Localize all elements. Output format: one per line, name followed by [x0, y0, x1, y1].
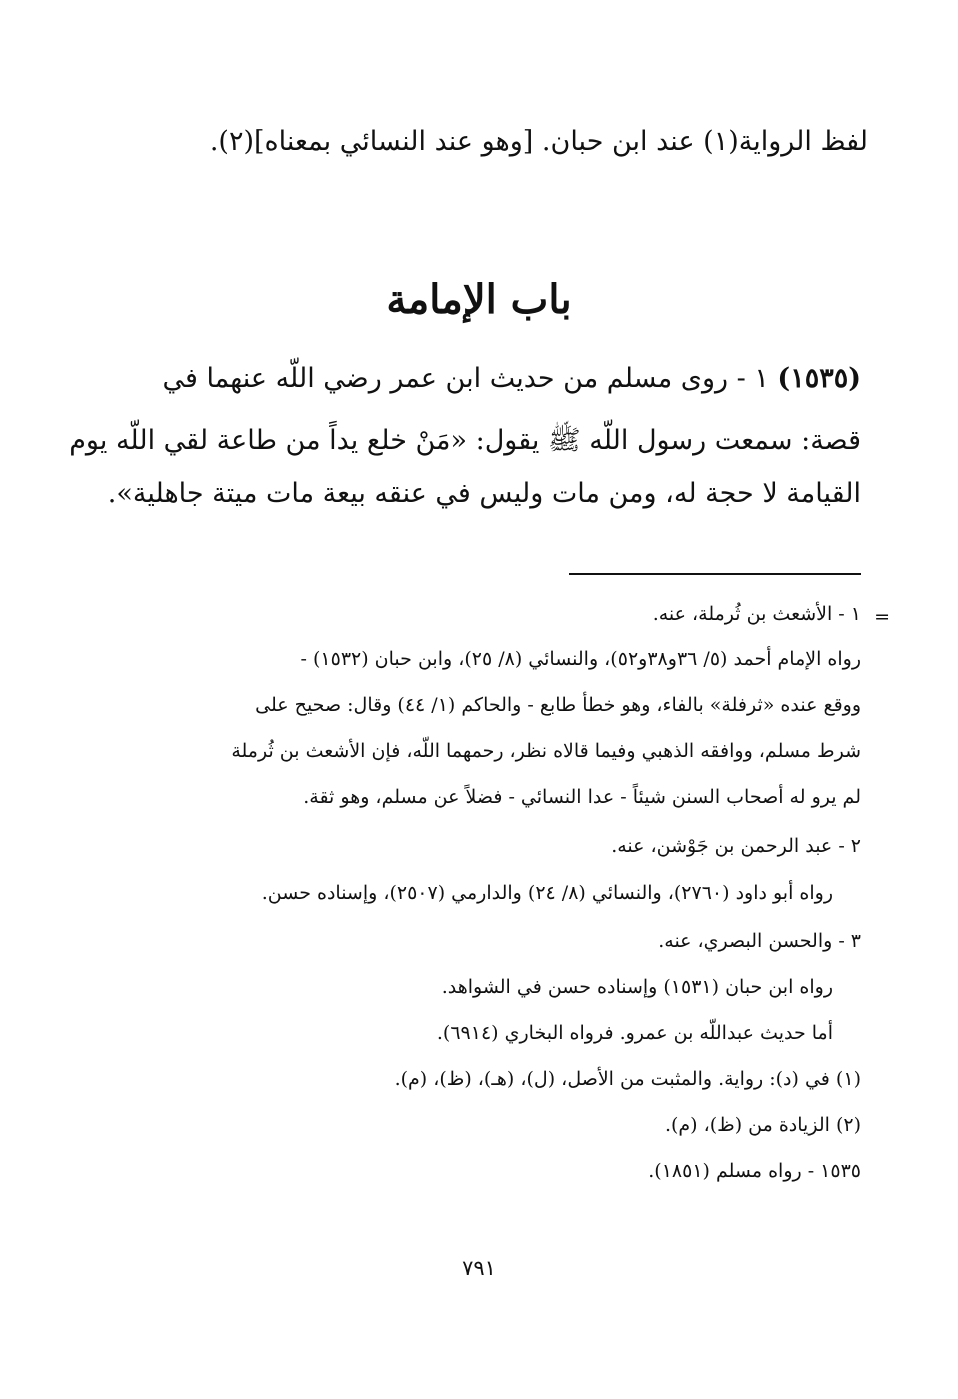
- footnote-separator: [569, 573, 861, 575]
- footnote-line: لم يرو له أصحاب السنن شيئاً - عدا النسائي - فضلاً عن مسلم، وهو ثقة.: [303, 786, 861, 808]
- hadith-line-3: القيامة لا حجة له، ومن مات وليس في عنقه بيعة مات ميتة جاهلية».: [107, 478, 861, 509]
- footnote-line: ووقع عنده «ثرفلة» بالفاء، وهو خطأ طابع - والحاكم (١/ ٤٤) وقال: صحيح على: [255, 694, 861, 716]
- hadith-line-2: قصة: سمعت رسول اللّه ﷺ يقول: «مَنْ خلع يداً من طاعة لقي اللّه يوم: [69, 425, 861, 456]
- footnote-line: ١٥٣٥ - رواه مسلم (١٨٥١).: [648, 1160, 861, 1182]
- footnote-line: ٣ - والحسن البصري، عنه.: [658, 930, 861, 952]
- footnote-line: (٢) الزيادة من (ظ)، (م).: [664, 1114, 861, 1136]
- section-title: باب الإمامة: [386, 276, 572, 323]
- footnote-line: شرط مسلم، ووافقه الذهبي وفيما قالاه نظر، رحمهما اللّه، فإن الأشعث بن ثُرملة: [231, 740, 861, 762]
- footnote-line: رواه الإمام أحمد (٥/ ٣٦و٣٨و٥٢)، والنسائي (٨/ ٢٥)، وابن حبان (١٥٣٢) -: [300, 648, 861, 670]
- continuation-line: لفظ الرواية(١) عند ابن حبان. [وهو عند النسائي بمعناه](٢).: [209, 126, 868, 157]
- footnote-line: ١ - الأشعث بن ثُرملة، عنه.: [652, 603, 861, 625]
- page-number: ٧٩١: [462, 1256, 496, 1280]
- footnote-line: رواه أبو داود (٢٧٦٠)، والنسائي (٨/ ٢٤) والدارمي (٢٥٠٧)، وإسناده حسن.: [261, 882, 833, 904]
- footnote-line: (١) في (د): رواية. والمثبت من الأصل، (ل)، (هـ)، (ظ)، (م).: [394, 1068, 861, 1090]
- hadith-number: (١٥٣٥): [777, 363, 861, 394]
- continuation-marker: =: [874, 606, 890, 628]
- hadith-text-1: ١ - روى مسلم من حديث ابن عمر رضي اللّه عنهما في: [162, 363, 769, 394]
- footnote-line: ٢ - عبد الرحمن بن جَوْشن، عنه.: [611, 835, 861, 857]
- hadith-line-1: [162, 363, 861, 394]
- footnote-line: أما حديث عبداللّه بن عمرو. فرواه البخاري (٦٩١٤).: [436, 1022, 833, 1044]
- footnote-line: رواه ابن حبان (١٥٣١) وإسناده حسن في الشواهد.: [441, 976, 833, 998]
